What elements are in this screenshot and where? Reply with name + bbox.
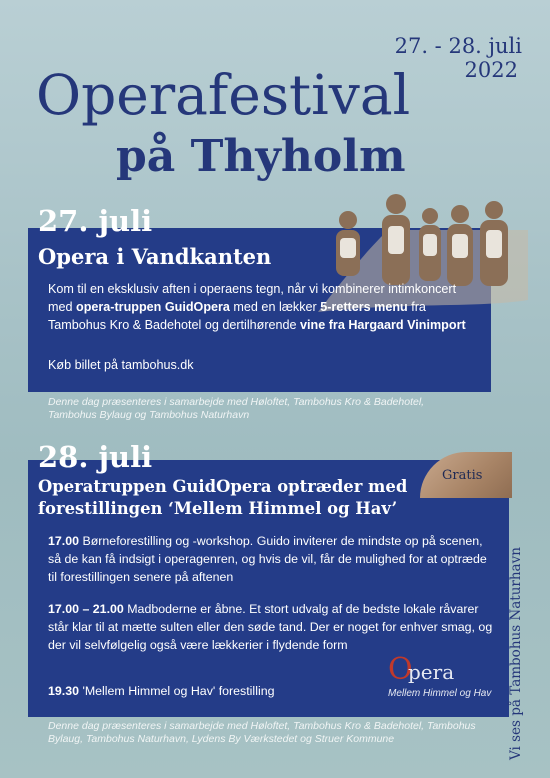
schedule-text: Børneforestilling og -workshop. Guido inviterer de mindste op på scenen, så de kan få indsigt i operagenren, og hvis de vil, får de mulighed for at optræde til forestillingen senere på aftenen (48, 534, 487, 584)
schedule-text: 'Mellem Himmel og Hav' forestilling (79, 684, 275, 698)
free-badge-label: Gratis (442, 468, 483, 483)
day2-subtitle: Operatruppen GuidOpera optræder med forestillingen ‘Mellem Himmel og Hav’ (38, 477, 408, 518)
day2-partners-note: Denne dag præsenteres i samarbejde med Høloftet, Tambohus Kro & Badehotel, Tambohus Bylaug, Tambohus Naturhavn, Lydens By Værkstedet og Struer Kommune (48, 720, 476, 745)
side-caption: Vi ses på Tambohus Naturhavn (508, 547, 524, 760)
day1-highlight-troupe: opera-truppen GuidOpera (76, 300, 230, 314)
day1-subtitle: Opera i Vandkanten (38, 244, 272, 269)
logo-tagline: Mellem Himmel og Hav (388, 688, 492, 699)
schedule-item (48, 600, 493, 654)
day1-highlight-wine: vine fra Hargaard Vinimport (300, 318, 466, 332)
schedule-text: Madboderne er åbne. Et stort udvalg af de bedste lokale råvarer står klar til at mætte sulten eller den søde tand. Der er noget for enhver smag, og der vil selvfølgelig også være lækkerier i flydende form (48, 602, 493, 652)
schedule-time: 17.00 (48, 534, 80, 548)
schedule-item (48, 532, 493, 586)
day1-highlight-menu: 5-retters menu (320, 300, 408, 314)
logo-word: pera (408, 660, 455, 684)
day2-date: 28. juli (38, 440, 153, 474)
page-subtitle: på Thyholm (116, 131, 406, 182)
day1-text: fra Tambohus Kro & Badehotel og dertilhørende (48, 300, 426, 332)
date-range: 27. - 28. juli (394, 34, 522, 58)
logo-letter: O (388, 652, 413, 687)
page-title: Operafestival (36, 63, 411, 127)
opera-logo (386, 652, 496, 706)
day1-text: med en lækker (229, 300, 321, 314)
day1-text: Kom til en eksklusiv aften i operaens tegn, når vi kombinerer intimkoncert med (48, 282, 457, 314)
schedule-time: 17.00 – 21.00 (48, 602, 124, 616)
day1-date: 27. juli (38, 204, 153, 238)
ticket-info: Køb billet på tambohus.dk (48, 358, 194, 372)
schedule-time: 19.30 (48, 684, 80, 698)
festival-dates (395, 34, 522, 82)
year: 2022 (464, 58, 518, 82)
day1-partners-note: Denne dag præsenteres i samarbejde med Høloftet, Tambohus Kro & Badehotel, Tambohus Bylaug og Tambohus Naturhavn (48, 396, 425, 421)
day1-description (48, 280, 478, 334)
